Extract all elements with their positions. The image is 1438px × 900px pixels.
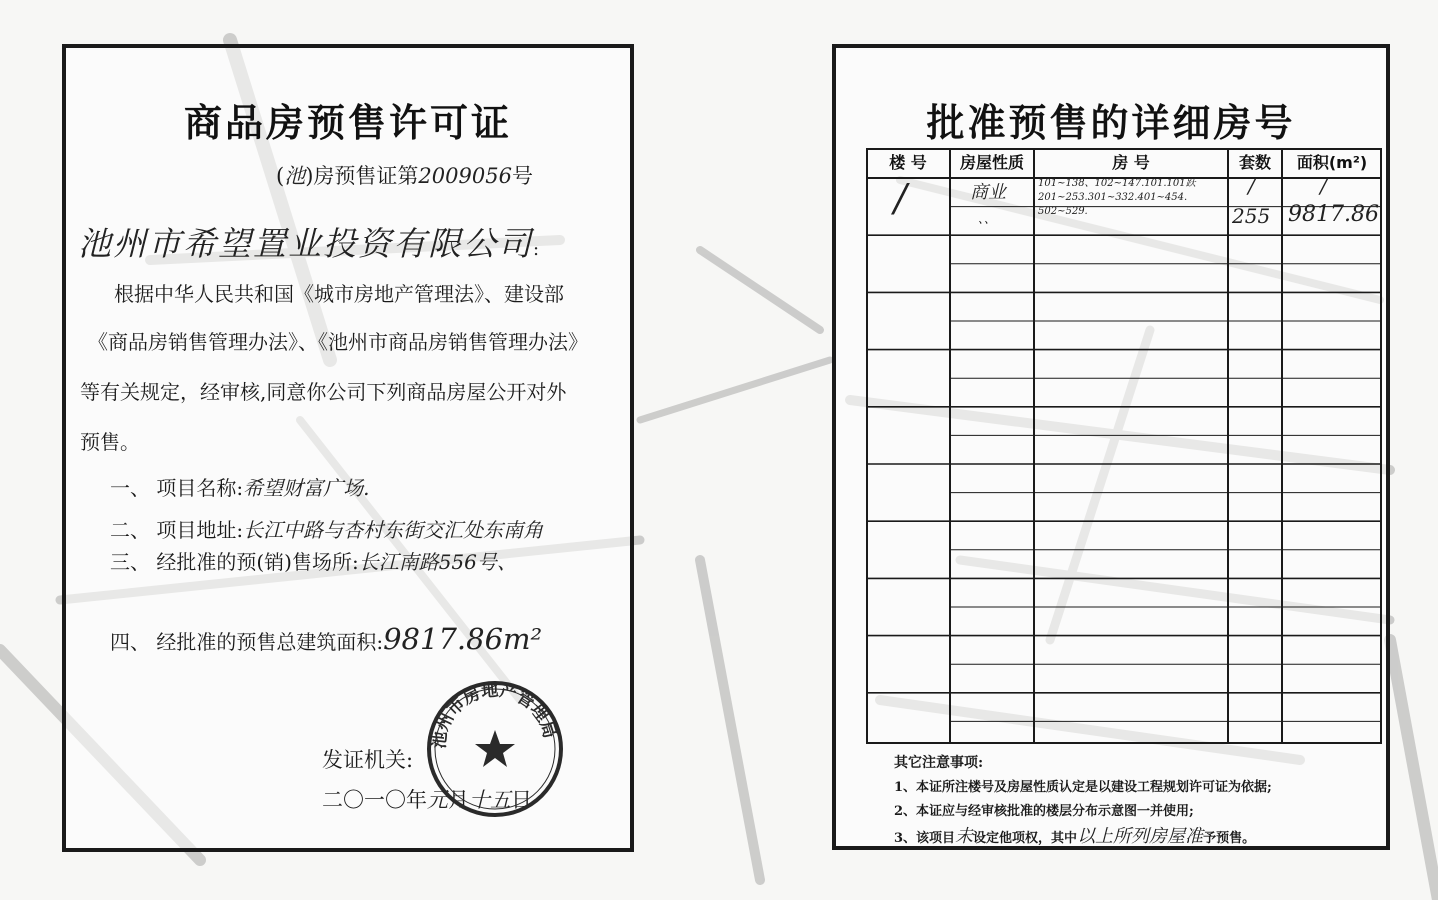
sales-location-item: 三、 经批准的预(销)售场所:长江南路556号、 bbox=[110, 550, 517, 574]
row1-building: / bbox=[894, 176, 907, 220]
certificate-number-line: (池)房预售证第2009056号 bbox=[276, 164, 533, 188]
header-count: 套数 bbox=[1238, 153, 1271, 172]
row1-area: 9817.86 bbox=[1288, 202, 1379, 227]
seal-text: 池州市房地产管理局 bbox=[429, 680, 560, 750]
paragraph-line-4: 预售。 bbox=[80, 430, 140, 454]
issuing-authority-label: 发证机关: bbox=[322, 748, 414, 772]
official-seal-icon bbox=[424, 678, 566, 820]
room-details-panel bbox=[832, 44, 1390, 850]
presale-permit-panel bbox=[62, 44, 634, 852]
paragraph-line-3: 等有关规定，经审核,同意你公司下列商品房屋公开对外 bbox=[80, 380, 567, 404]
permit-title: 商品房预售许可证 bbox=[183, 101, 512, 145]
company-name: 池州市希望置业投资有限公司: bbox=[78, 224, 542, 263]
project-address-item: 二、 项目地址:长江中路与杏村东街交汇处东南角 bbox=[110, 518, 544, 542]
note-1: 1、本证所注楼号及房屋性质认定是以建设工程规划许可证为依据; bbox=[894, 780, 1272, 795]
room-table-grid bbox=[866, 148, 1382, 744]
row1-area-mark: / bbox=[1320, 174, 1327, 198]
header-room-numbers: 房 号 bbox=[1112, 153, 1150, 172]
paragraph-line-1: 根据中华人民共和国《城市房地产管理法》、建设部 bbox=[114, 282, 564, 306]
row1-nature-ditto: 、、 bbox=[978, 212, 997, 226]
total-area-item: 四、 经批准的预售总建筑面积:9817.86m² bbox=[110, 622, 543, 656]
header-area: 面积(m²) bbox=[1296, 153, 1368, 172]
row1-count-mark: / bbox=[1248, 174, 1255, 198]
row1-rooms-line2: 201~253.301~332.401~454. bbox=[1038, 192, 1188, 203]
room-details-title: 批准预售的详细房号 bbox=[926, 101, 1296, 145]
header-nature: 房屋性质 bbox=[959, 153, 1024, 172]
row1-nature: 商业 bbox=[970, 182, 1006, 203]
row1-rooms-line1: 101~138、102~147.101.101跃 bbox=[1038, 178, 1196, 189]
issue-date: 二〇一〇年元月十五日 bbox=[322, 788, 532, 812]
cert-handwritten-prefix: 池 bbox=[284, 164, 306, 188]
note-3: 3、该项目未设定他项权，其中以上所列房屋准予预售。 bbox=[894, 826, 1256, 847]
notes-title: 其它注意事项: bbox=[894, 755, 984, 771]
project-name-item: 一、 项目名称:希望财富广场. bbox=[110, 476, 370, 500]
paragraph-line-2: 《商品房销售管理办法》、《池州市商品房销售管理办法》 bbox=[88, 330, 588, 354]
note-2: 2、本证应与经审核批准的楼层分布示意图一并使用; bbox=[894, 804, 1194, 819]
room-table bbox=[866, 148, 1382, 744]
row1-count: 255 bbox=[1232, 204, 1271, 228]
cert-handwritten-number: 2009056 bbox=[418, 164, 512, 188]
header-building: 楼 号 bbox=[889, 153, 927, 172]
row1-rooms-line3: 502~529. bbox=[1038, 206, 1088, 217]
